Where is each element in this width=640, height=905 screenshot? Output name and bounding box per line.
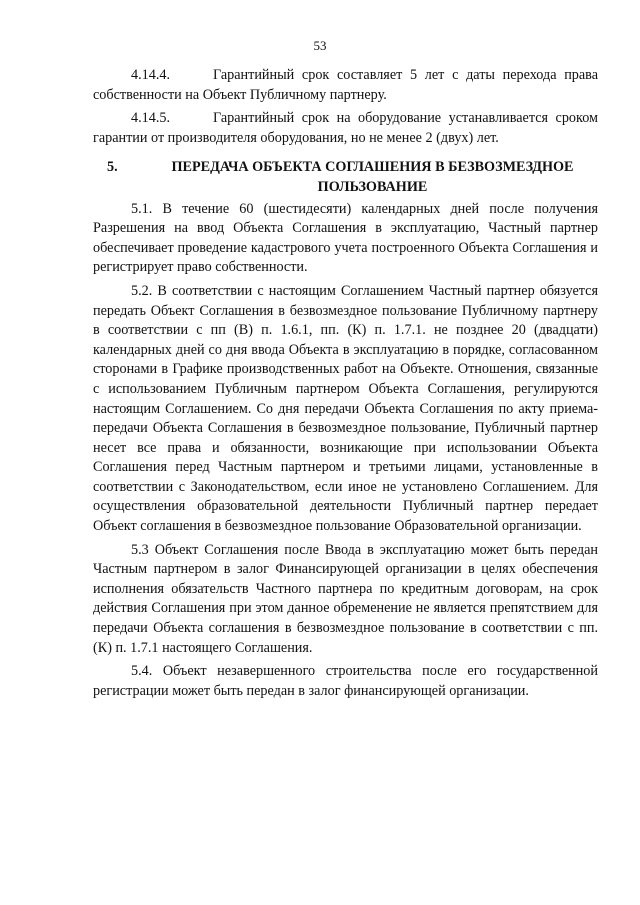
section-heading [93,158,598,197]
section-title: ПЕРЕДАЧА ОБЪЕКТА СОГЛАШЕНИЯ В БЕЗВОЗМЕЗДНОЕ ПОЛЬЗОВАНИЕ [171,159,574,195]
page-number: 53 [313,38,327,53]
clause-4-14-5 [93,109,598,148]
paragraph-5-1: 5.1. В течение 60 (шестидесяти) календарных дней после получения Разрешения на ввод Объекта Соглашения в эксплуатацию, Частный партнер обеспечивает проведение кадастрового учета построенного Объекта Соглашения и регистрирует право собственности. [93,200,598,276]
clause-number: 4.14.4. [131,67,171,83]
clause-text: Гарантийный срок составляет 5 лет с даты перехода права собственности на Объект Публичному партнеру. [93,67,598,103]
paragraph-5-4: 5.4. Объект незавершенного строительства после его государственной регистрации может быть передан в залог финансирующей организации. [93,663,598,699]
page-content [93,66,598,705]
clause-number: 4.14.5. [131,110,171,127]
paragraph-5-3: 5.3 Объект Соглашения после Ввода в эксплуатацию может быть передан Частным партнером в залог Финансирующей организации в целях обеспечения исполнения обязательств Частного партнера по кредитным договорам, на срок действия Соглашения при этом данное обременение не является препятствием для передачи Объекта соглашения в безвозмездное пользование в соответствии с пп. (К) п. 1.7.1 настоящего Соглашения. [93,541,598,656]
clause-4-14-4 [93,66,598,105]
paragraph-5-2: 5.2. В соответствии с настоящим Соглашением Частный партнер обязуется передать Объект Соглашения в безвозмездное пользование Публичному партнеру в соответствии с пп (В) п. 1.6.1, пп. (К) п. 1.7.1. не позднее 20 (двадцати) календарных дней со дня ввода Объекта в эксплуатацию в порядке, согласованном сторонами в Графике производственных работ на Объекте. Отношения, связанные с использованием Публичным партнером Объекта Соглашения, регулируются настоящим Соглашением. Со дня передачи Объекта Соглашения по акту приема-передачи Объекта Соглашения в безвозмездное пользование, Публичный партнер несет все права и обязанности, возникающие при использовании Объекта Соглашения перед Частным партнером и третьими лицами, установленные в соответствии с Законодательством, если иное не установлено Соглашением. Для осуществления образовательной деятельности Публичный партнер передает Объект соглашения в безвозмездное пользование Образовательной организации. [93,282,598,535]
section-number: 5. [107,159,118,176]
clause-text: Гарантийный срок на оборудование устанавливается сроком гарантии от производителя оборудования, но не менее 2 (двух) лет. [93,110,598,146]
